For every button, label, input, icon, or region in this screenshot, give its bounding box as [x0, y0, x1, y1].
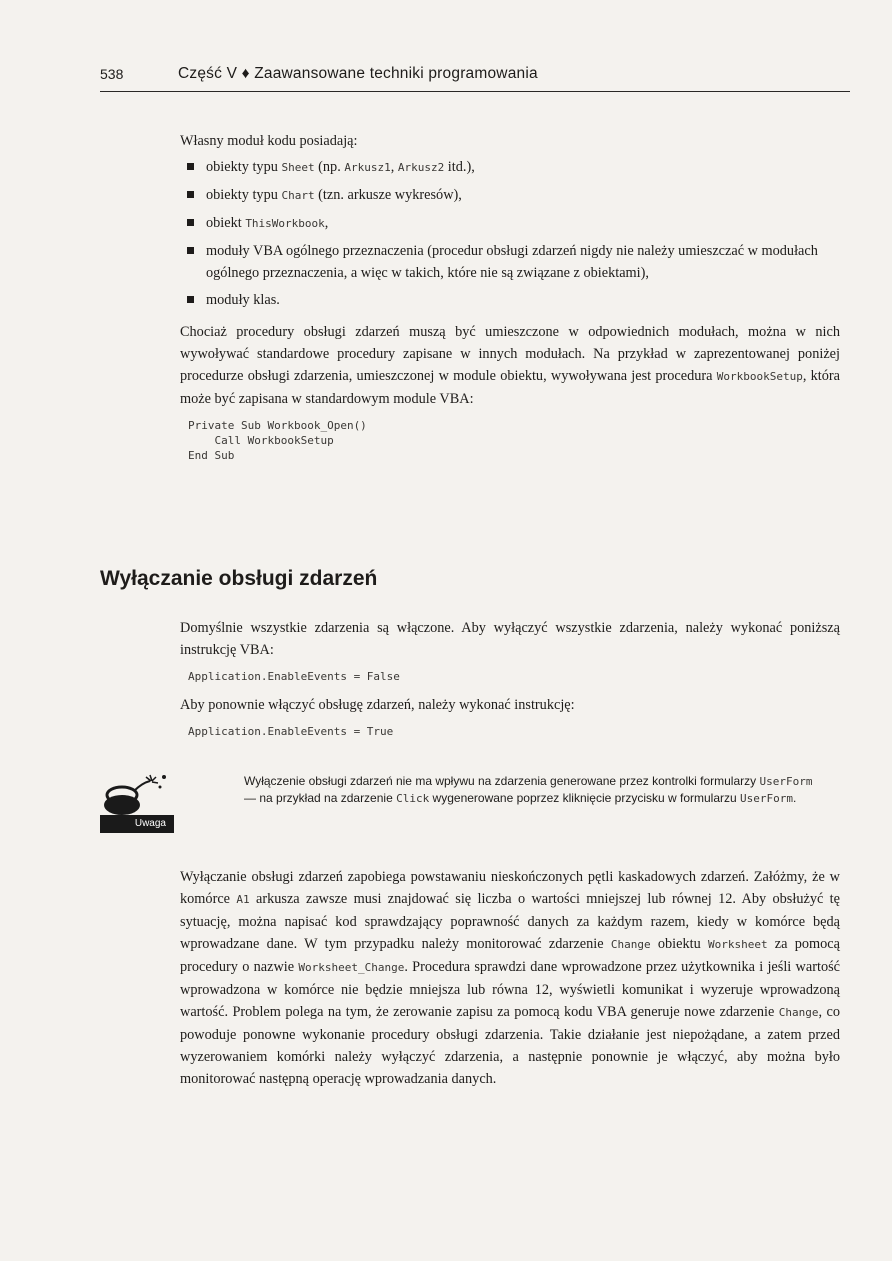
code-block-2: Application.EnableEvents = False [188, 670, 400, 683]
section-body [180, 617, 840, 749]
bullet-list [180, 156, 840, 311]
note-box [100, 771, 850, 841]
note-label: Uwaga [100, 815, 174, 833]
list-item: moduły VBA ogólnego przeznaczenia (procedur obsługi zdarzeń nigdy nie należy umieszczać w modułach ogólnego przeznaczenia, a więc w takich, które nie są związane z obiektami), [180, 240, 840, 284]
list-item: obiekt ThisWorkbook, [180, 212, 840, 235]
paragraph-4: Wyłączanie obsługi zdarzeń zapobiega powstawaniu nieskończonych pętli kaskadowych zdarzeń. Załóżmy, że w komórce A1 arkusza zawsze musi znajdować się liczba o wartości mniejszej lub równej 12. Aby obsłużyć tę sytuację, można napisać kod sprawdzający poprawność danych za każdym razem, kiedy w komórce będą wprowadzane dane. W tym przypadku należy monitorować zdarzenie Change obiektu Worksheet za pomocą procedury o nazwie Worksheet_Change. Procedura sprawdzi dane wprowadzone przez użytkownika i jeśli wartość wprowadzona w komórce nie będzie mniejsza lub równa 12, wyświetli komunikat i wyzeruje wprowadzoną wartość. Problem polega na tym, że zerowanie zapisu za pomocą kodu VBA generuje nowe zdarzenie Change, co powoduje ponowne wykonanie procedury obsługi zdarzenia. Takie działanie jest niepożądane, a zatem przed wyzerowaniem komórki należy wyłączyć zdarzenia, a następnie ponownie je włączyć, aby można było monitorować następną operację wprowadzania danych. [180, 869, 840, 1088]
page-header [100, 64, 850, 98]
list-item: moduły klas. [180, 289, 840, 311]
bullet-square-icon [187, 296, 194, 303]
bullet-square-icon [187, 191, 194, 198]
running-title: Część V ♦ Zaawansowane techniki programowania [178, 65, 538, 82]
paragraph-1: Chociaż procedury obsługi zdarzeń muszą być umieszczone w odpowiednich modułach, można w nich wywoływać standardowe procedury zapisane w innych modułach. Na przykład w zaprezentowanej poniżej procedurze obsługi zdarzenia, umieszczonej w module obiektu, wywoływana jest procedura WorkbookSetup, która może być zapisana w standardowym module VBA: [180, 324, 840, 407]
bullet-square-icon [187, 163, 194, 170]
bullet-square-icon [187, 219, 194, 226]
list-item: obiekty typu Chart (tzn. arkusze wykresów), [180, 184, 840, 207]
intro-text: Własny moduł kodu posiadają: [180, 133, 358, 149]
bullet-square-icon [187, 247, 194, 254]
section-heading: Wyłączanie obsługi zdarzeń [100, 567, 378, 590]
note-text: Wyłączenie obsługi zdarzeń nie ma wpływu na zdarzenia generowane przez kontrolki formularzy UserForm — na przykład na zdarzenie Click wygenerowane poprzez kliknięcie przycisku w formularzu UserForm. [244, 774, 813, 805]
header-rule [100, 91, 850, 92]
code-block-1: Private Sub Workbook_Open() Call WorkbookSetup End Sub [188, 419, 367, 462]
code-block-3: Application.EnableEvents = True [188, 725, 394, 738]
list-item: obiekty typu Sheet (np. Arkusz1, Arkusz2 itd.), [180, 156, 840, 179]
intro-section [180, 130, 840, 463]
page-number: 538 [100, 66, 124, 82]
paragraph-3: Aby ponownie włączyć obsługę zdarzeń, należy wykonać instrukcję: [180, 697, 575, 713]
paragraph-2: Domyślnie wszystkie zdarzenia są włączone. Aby wyłączyć wszystkie zdarzenia, należy wykonać poniższą instrukcję VBA: [180, 620, 840, 658]
